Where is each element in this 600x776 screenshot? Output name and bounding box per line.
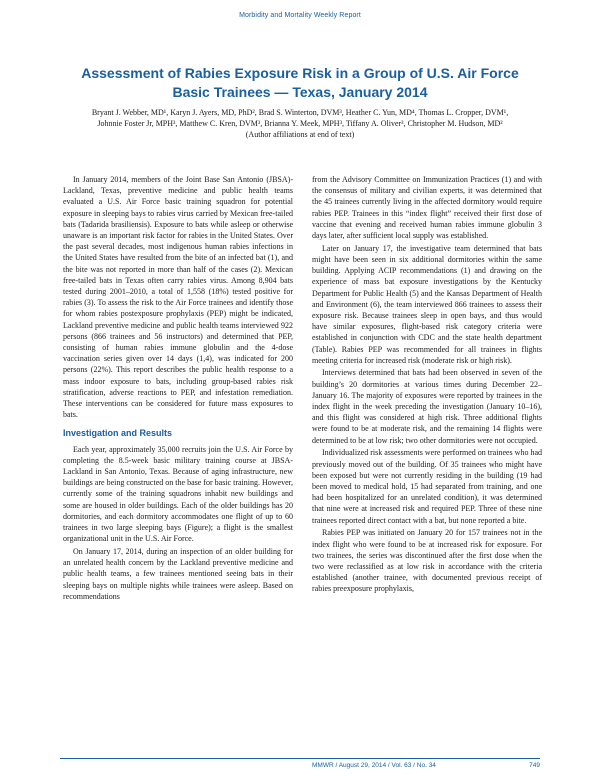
body-paragraph: On January 17, 2014, during an inspection of an older building for an unrelated health concern by the Lackland preventive medicine and public health teams, a few trainees mentioned seeing bats in their sleeping bays on multiple nights while trainees were asleep. Based on recommendations bbox=[63, 547, 293, 601]
footer-rule bbox=[60, 758, 540, 759]
body-paragraph: Interviews determined that bats had been observed in seven of the building’s 20 dormitories at various times during December 22–January 16. The majority of exposures were reported by trainees in the index flight in the week preceding the investigation (January 10–16), and this flight was considered at high risk. Three additional flights were found to be at moderate risk, and the remaining 14 flights were determined to be at low risk; two other dormitories were not occupied. bbox=[312, 368, 542, 445]
footer-journal-info: MMWR / August 29, 2014 / Vol. 63 / No. 34 bbox=[312, 762, 436, 769]
title-line-1: Assessment of Rabies Exposure Risk in a Group of U.S. Air Force bbox=[81, 65, 519, 81]
body-paragraph: Rabies PEP was initiated on January 20 for 157 trainees not in the index flight who were found to be at increased risk for exposure. For two trainees, the series was discontinued after the first dose when the two were reclassified as at low risk in accordance with the criteria established (another trainee, with documented previous receipt of rabies preexposure prophylaxis, bbox=[312, 528, 542, 594]
intro-paragraph: In January 2014, members of the Joint Base San Antonio (JBSA)-Lackland, Texas, preventive medicine and public health teams evaluated a U.S. Air Force basic training squadron for potential exposure in sleeping bays to rabies virus carried by Mexican free-tailed bats (Tadarida brasiliensis). Exposure to bats while asleep or otherwise unaware is an important risk factor for rabies in the United States. Over the past several decades, most indigenous human rabies infections in the United States have resulted from the bite of an infected bat (1), and the bite was not reported in more than half of the cases (2). Mexican free-tailed bats in Texas often carry rabies virus. Among 8,904 bats tested during 2001–2010, a total of 1,558 (18%) tested positive for rabies (3). To assess the risk to the Air Force trainees and identify those for whom rabies postexposure prophylaxis (PEP) might be indicated, Lackland preventive medicine and public health teams interviewed 922 persons (866 trainees and 56 instructors) and determined that PEP, consisting of human rabies immune globulin and the 4-dose vaccination series given over 14 days (1,4), was indicated for 200 persons (22%). This report describes the public health response to a mass indoor exposure to bats, including group-based rabies risk stratification, adverse reactions to PEP, and infestation remediation. These interventions can be considered for future mass exposures to bats. bbox=[63, 175, 293, 420]
page-number: 749 bbox=[529, 762, 540, 769]
body-paragraph: Later on January 17, the investigative team determined that bats might have been seen in six additional dormitories within the same building. Applying ACIP recommendations (1) and drawing on the experience of mass bat exposure investigations by the Kentucky Department for Public Health (5) and the Kansas Department of Health and Environment (6), the team interviewed 866 trainees to assess their exposure risk. Because trainees sleep in open bays, and thus would have similar exposures, flight-based risk category criteria were established in conjunction with CDC and the state health department (Table). Rabies PEP was recommended for all trainees in flights meeting criteria for increased risk (moderate risk or high risk). bbox=[312, 243, 542, 365]
author-affiliation-note: (Author affiliations at end of text) bbox=[245, 130, 355, 139]
title-line-2: Basic Trainees — Texas, January 2014 bbox=[172, 84, 428, 100]
running-head: Morbidity and Mortality Weekly Report bbox=[239, 12, 361, 19]
section-heading-investigation: Investigation and Results bbox=[63, 428, 173, 439]
left-column bbox=[63, 174, 293, 602]
body-paragraph: Each year, approximately 35,000 recruits join the U.S. Air Force by completing the 8.5-week basic military training course at JBSA-Lackland in San Antonio, Texas. Because of aging infrastructure, new buildings are being constructed on the base for basic training. However, currently some of the training squadrons inhabit new buildings and some are housed in older buildings. Each of the older buildings has 20 dormitories, and each dormitory accommodates one flight of up to 60 trainees in two large sleeping bays (Figure); a flight is the smallest organizational unit in the U.S. Air Force. bbox=[63, 444, 293, 544]
right-column bbox=[312, 174, 542, 595]
body-paragraph: from the Advisory Committee on Immunization Practices (1) and with the consensus of military and civilian experts, it was determined that the 45 trainees currently living in the affected dormitory would require rabies PEP. Trainees in this “index flight” received their first dose of vaccine that evening and received human rabies immune globulin 3 days later, after sufficient local supply was established. bbox=[312, 175, 542, 241]
author-line-2: Johnnie Foster Jr, MPH³, Matthew C. Kren, DVM³, Brianna Y. Meek, MPH³, Tiffany A. Oliver³, Christopher M. Hudson, MD² bbox=[97, 119, 503, 128]
article-title bbox=[60, 64, 540, 102]
body-paragraph: Individualized risk assessments were performed on trainees who had previously moved out of the building. Of 35 trainees who might have been exposed but were not currently residing in the building (19 had been moved to medical hold, 15 had separated from training, and one had been hospitalized for an unrelated condition), it was determined that nine were at increased risk and required PEP. Three of these nine trainees reported direct contact with a bat, but none reported a bite. bbox=[312, 448, 542, 525]
author-list bbox=[40, 107, 560, 140]
author-line-1: Bryant J. Webber, MD¹, Karyn J. Ayers, MD, PhD², Brad S. Winterton, DVM³, Heather C. Yun, MD⁴, Thomas L. Cropper, DVM¹, bbox=[91, 108, 509, 117]
